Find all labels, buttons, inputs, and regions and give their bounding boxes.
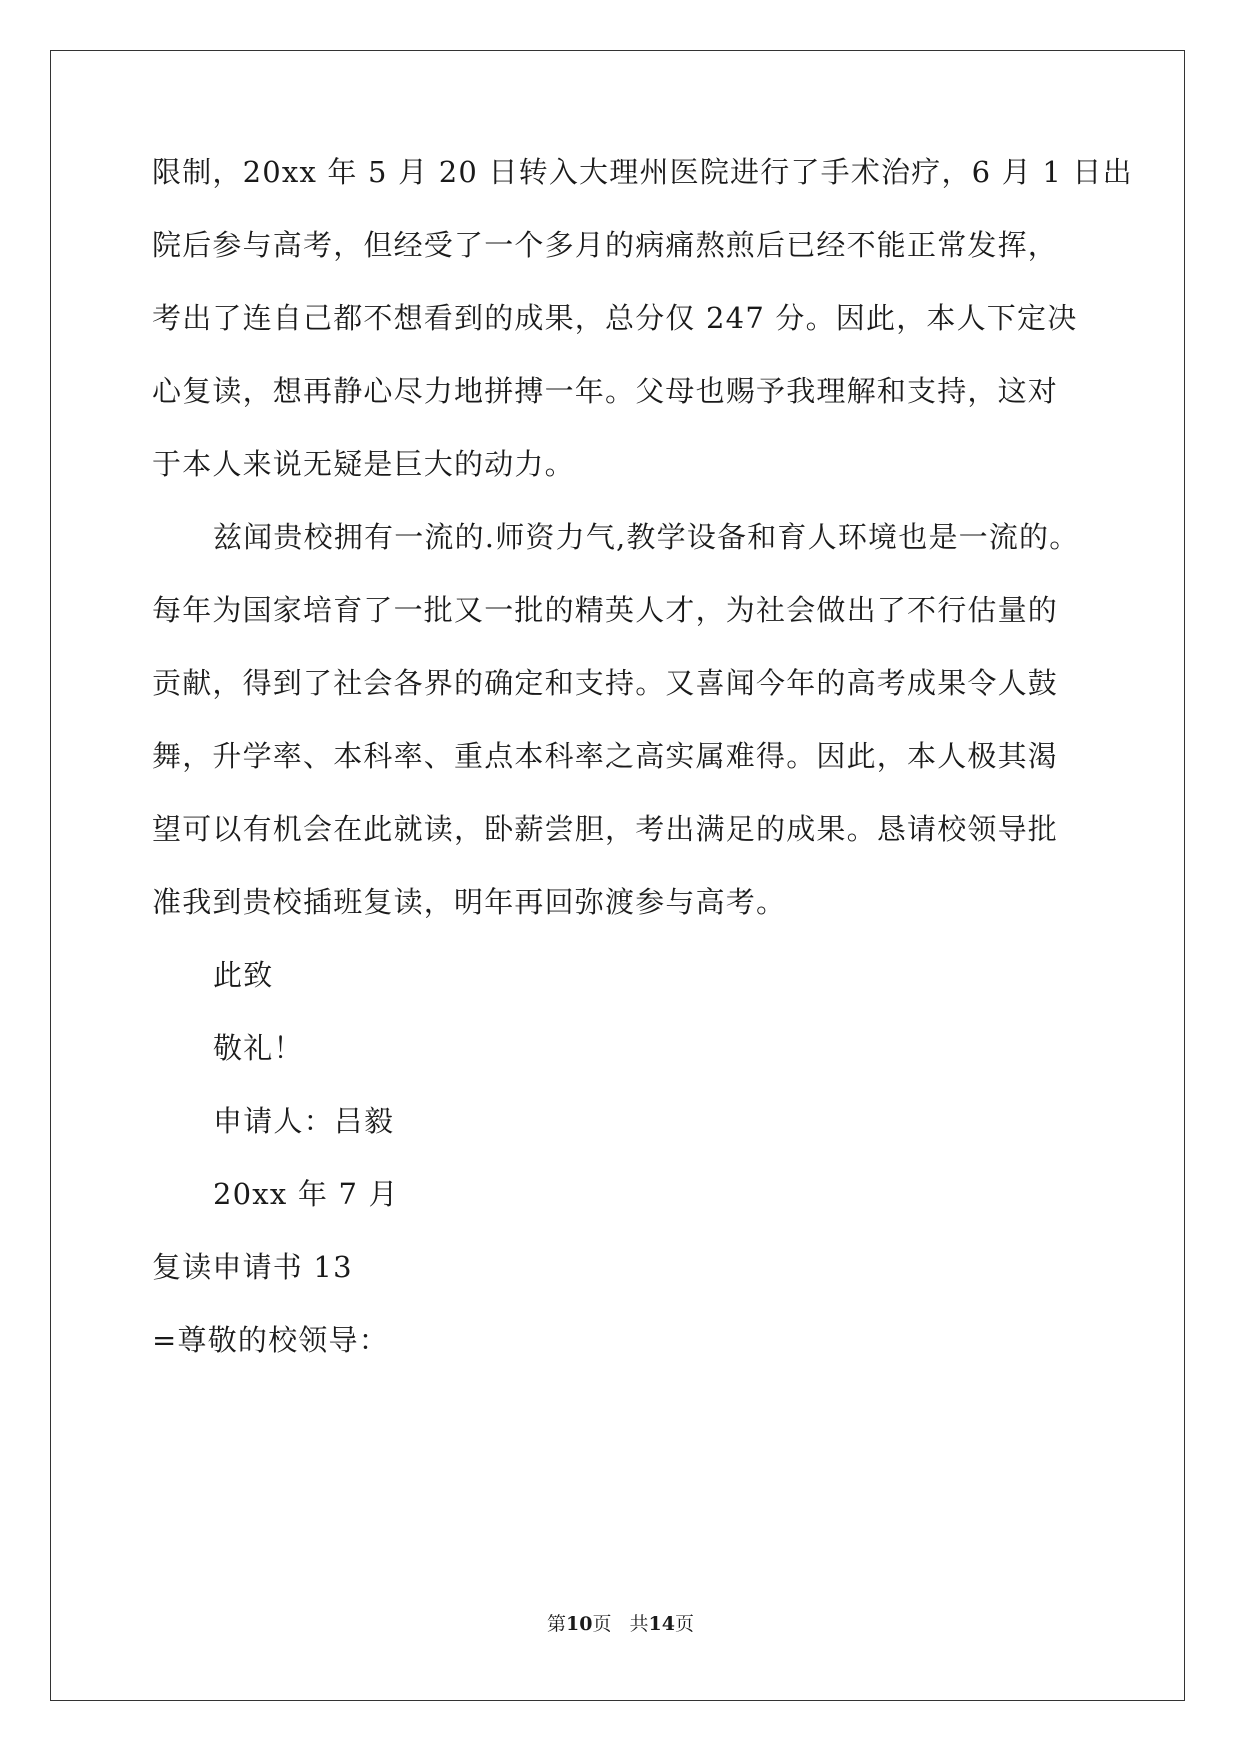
page-suffix: 页 [592,1613,612,1635]
page-prefix: 第 [547,1613,567,1635]
total-suffix: 页 [674,1613,694,1635]
text-line: 院后参与高考，但经受了一个多月的病痛熬煎后已经不能正常发挥， [152,228,1059,262]
text-line: 准我到贵校插班复读，明年再回弥渡参与高考。 [152,885,787,919]
text-line: 限制，20xx 年 5 月 20 日转入大理州医院进行了手术治疗，6 月 1 日出 [152,155,1133,189]
text-line: 贡献，得到了社会各界的确定和支持。又喜闻今年的高考成果令人鼓 [152,666,1059,700]
text-line: 舞，升学率、本科率、重点本科率之高实属难得。因此，本人极其渴 [152,739,1059,773]
text-line: 每年为国家培育了一批又一批的精英人才，为社会做出了不行估量的 [152,593,1059,627]
salutation-line: 此致 [213,958,274,992]
text-line: 考出了连自己都不想看到的成果，总分仅 247 分。因此，本人下定决 [152,301,1078,335]
total-prefix: 共 [629,1613,649,1635]
greeting-line: =尊敬的校领导： [152,1323,389,1357]
text-line: 心复读，想再静心尽力地拼搏一年。父母也赐予我理解和支持，这对 [152,374,1059,408]
text-line: 于本人来说无疑是巨大的动力。 [152,447,575,481]
page-current: 10 [566,1613,593,1635]
section-heading: 复读申请书 13 [152,1250,353,1284]
page-total: 14 [648,1613,675,1635]
applicant-line: 申请人：吕毅 [213,1104,395,1138]
page-footer [0,1612,1241,1636]
text-line: 望可以有机会在此就读，卧薪尝胆，考出满足的成果。恳请校领导批 [152,812,1059,846]
date-line: 20xx 年 7 月 [213,1177,399,1211]
closing-line: 敬礼！ [213,1031,304,1065]
text-line: 兹闻贵校拥有一流的.师资力气,教学设备和育人环境也是一流的。 [213,520,1080,554]
